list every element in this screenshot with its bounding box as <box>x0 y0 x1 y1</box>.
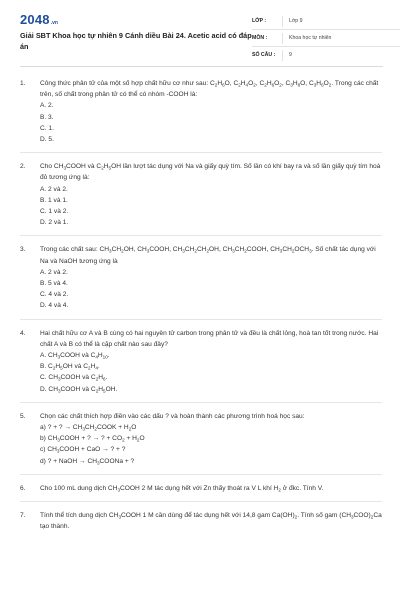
meta-value: Khoa học tự nhiên <box>289 35 332 41</box>
document-title: Giải SBT Khoa học tự nhiên 9 Cánh diều Bài 24. Acetic acid có đáp án <box>20 31 252 51</box>
answer-option: C. 1. <box>40 124 54 132</box>
question-number: 5. <box>20 412 26 420</box>
question-stem: Công thức phân tử của một số hợp chất hữu cơ như sau: $C_2H_6O$, $C_2H_4O_2$, $C_2H_6O_2$, $C_3H_8O$, $C_3H_6O_2$. Trong các chất trên, số chất trong phân tử có thể có nhóm -COOH là: <box>40 80 379 99</box>
header-divider <box>20 66 383 67</box>
question-item <box>20 328 382 395</box>
meta-row-question-count <box>252 47 400 63</box>
question-divider <box>20 319 382 320</box>
meta-value: 9 <box>289 52 292 58</box>
question-number: 3. <box>20 246 26 254</box>
answer-option: d) ? + NaOH → $CH_3COONa$ + ? <box>40 457 135 466</box>
question-item <box>20 411 382 467</box>
question-number: 2. <box>20 163 26 171</box>
answer-option: a) ? + ? → $CH_3CH_2COOK + H_2O$ <box>40 424 137 432</box>
question-item <box>20 161 382 228</box>
site-logo[interactable] <box>20 12 58 27</box>
meta-table <box>252 13 400 63</box>
question-number: 1. <box>20 80 26 87</box>
answer-option: D. 2 và 1. <box>40 219 69 227</box>
logo-text: 2048 <box>20 12 50 27</box>
question-stem: Cho $CH_3COOH$ và $C_2H_5OH$ lần lượt tác dụng với Na và giấy quỳ tím. Số lần có khí bay ra và số lần giấy quỳ tím hoá đỏ tương ứng là: <box>40 163 381 182</box>
answer-option: D. 5. <box>40 136 54 144</box>
logo-domain: .vn <box>50 20 58 26</box>
question-item <box>20 78 382 145</box>
question-number: 6. <box>20 484 26 492</box>
document-header <box>20 0 383 60</box>
meta-divider <box>282 33 283 44</box>
answer-option: A. 2 và 2. <box>40 268 68 276</box>
question-number: 4. <box>20 329 26 337</box>
question-stem: Hai chất hữu cơ A và B cùng có hai nguyên tử carbon trong phân tử và đều là chất lỏng, hoà tan tốt trong nước. Hai chất A và B có thể là cặp chất nào sau đây? <box>40 329 379 348</box>
answer-option: D. 4 và 4. <box>40 302 69 310</box>
question-item <box>20 510 382 532</box>
answer-option: D. $CH_3COOH$ và $C_2H_5OH$. <box>40 385 118 394</box>
answer-option: B. 3. <box>40 113 54 121</box>
answer-option: B. 5 và 4. <box>40 280 68 288</box>
meta-label: SỐ CÂU : <box>252 52 276 58</box>
question-item <box>20 483 382 494</box>
question-stem: Chọn các chất thích hợp điền vào các dấu ? và hoàn thành các phương trình hoá học sau: <box>40 412 305 420</box>
answer-option: c) $CH_3COOH$ + CaO → ? + ? <box>40 446 126 454</box>
question-number: 7. <box>20 512 26 520</box>
question-stem: Tính thể tích dung dịch $CH_3COOH$ 1 M cần dùng để tác dụng hết với 14,8 gam $Ca(OH)_2$. Tính số gam $(CH_3COO)_2Ca$ tạo thành. <box>40 512 382 531</box>
question-divider <box>20 402 382 403</box>
answer-option: C. 1 và 2. <box>40 208 69 216</box>
answer-option: A. 2. <box>40 102 54 110</box>
question-stem: Trong các chất sau: $CH_3CH_2OH$, $CH_3COOH$, $CH_3CH_2CH_2OH$, $CH_3CH_2COOH$, $CH_3CH_2OCH_3$. Số chất tác dụng với Na và NaOH tương ứng là <box>40 246 376 265</box>
answer-option: C. 4 và 2. <box>40 291 69 299</box>
meta-label: MÔN : <box>252 35 268 41</box>
question-item <box>20 244 382 311</box>
answer-option: A. $CH_3COOH$ và $C_4H_{10}$. <box>40 352 110 360</box>
question-stem: Cho 100 mL dung dịch $CH_3COOH$ 2 M tác dụng hết với Zn thấy thoát ra V L khí $H_2$ ở đkc. Tính V. <box>40 484 324 493</box>
answer-option: b) $CH_3COOH$ + ? → ? + $CO_2 + H_2O$ <box>40 435 145 443</box>
answer-option: A. 2 và 2. <box>40 185 68 193</box>
meta-label: LỚP : <box>252 18 267 24</box>
question-divider <box>20 474 382 475</box>
question-divider <box>20 152 382 153</box>
meta-row-subject <box>252 30 400 47</box>
meta-row-class <box>252 13 400 30</box>
meta-divider <box>282 50 283 61</box>
answer-option: B. 1 và 1. <box>40 196 68 204</box>
question-list <box>20 78 382 533</box>
answer-option: C. $CH_3COOH$ và $C_2H_6$. <box>40 374 108 382</box>
question-divider <box>20 501 382 502</box>
meta-value: Lớp 9 <box>289 18 303 24</box>
question-divider <box>20 235 382 236</box>
meta-divider <box>282 16 283 27</box>
answer-option: B. $C_2H_5OH$ và $C_2H_4$. <box>40 363 100 371</box>
